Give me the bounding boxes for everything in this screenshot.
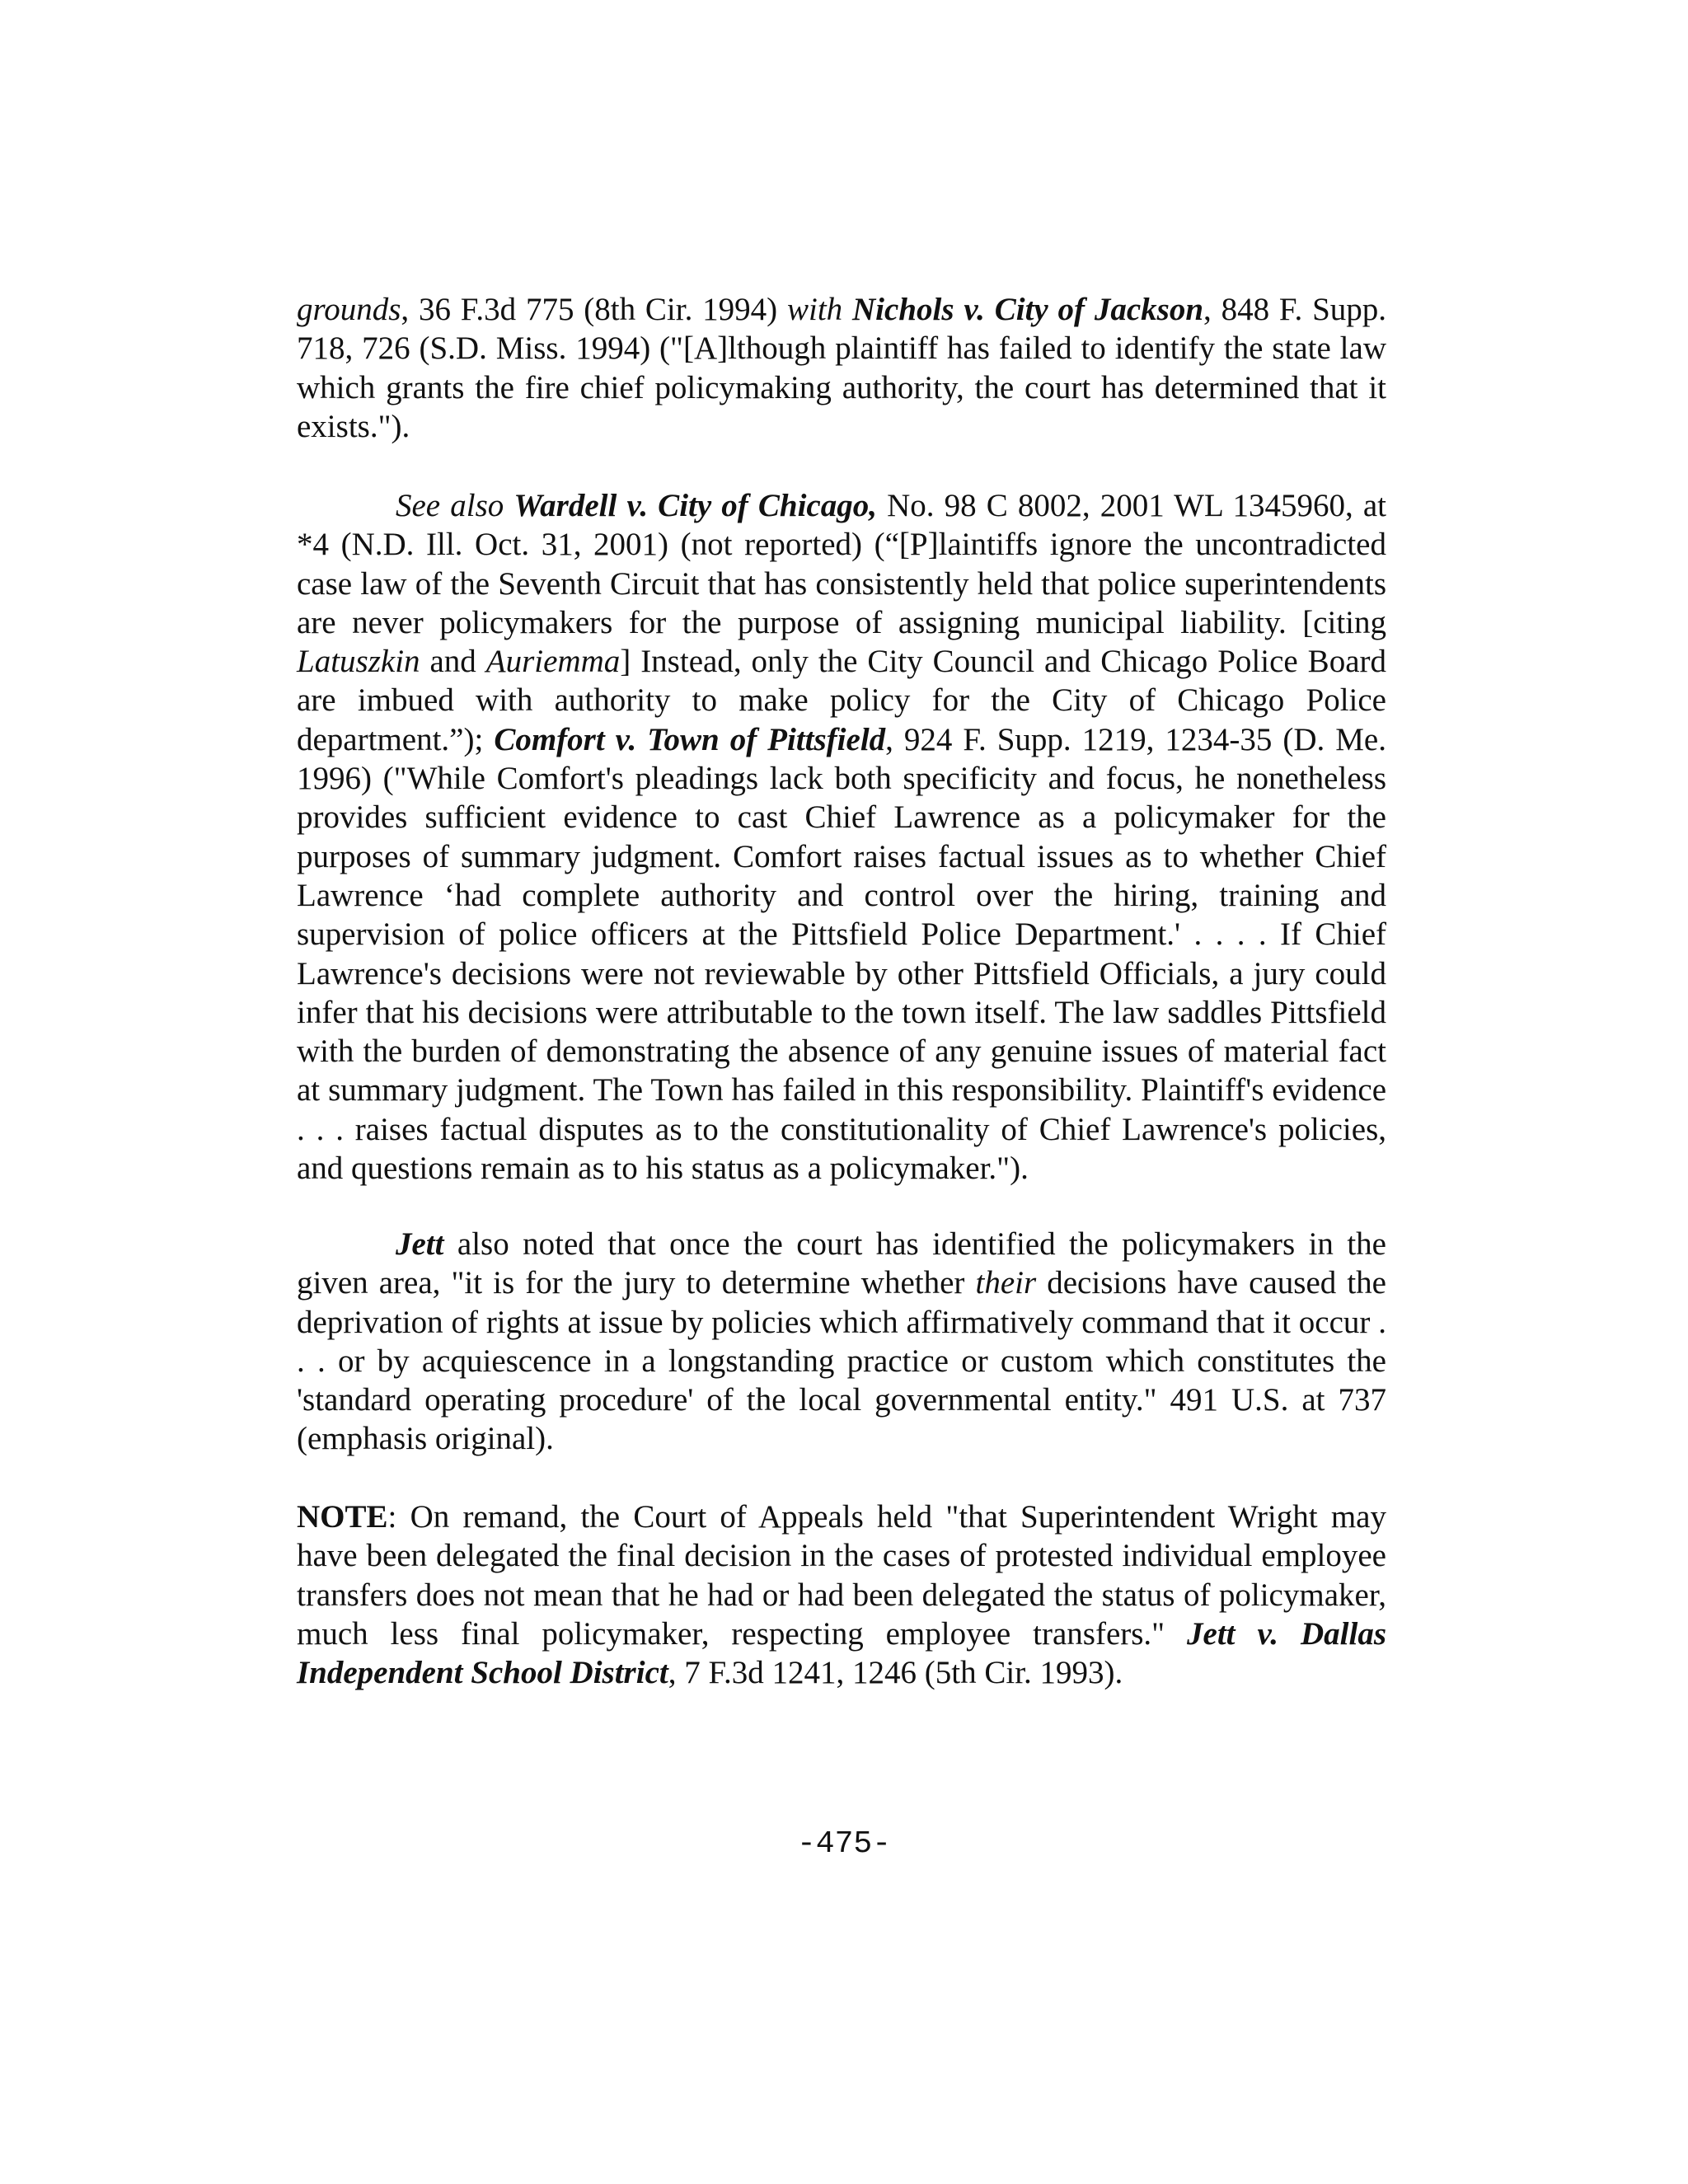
paragraph-jett [297, 1225, 1386, 1459]
paragraph-text [297, 1225, 1386, 1459]
paragraph-text [297, 290, 1386, 446]
paragraph-text [297, 1497, 1386, 1692]
body-text: decisions have caused the deprivation of rights at issue by policies which affirmatively command that it occur . . . or by acquiescence in a longstanding practice or custom which constitutes the 'standard operating procedure' of the local governmental entity." 491 U.S. at 737 (emphasis original). [297, 1265, 1386, 1457]
citation-text: , 7 F.3d 1241, 1246 (5th Cir. 1993). [668, 1655, 1123, 1691]
paragraph-see-also [297, 486, 1386, 1188]
spacer-text [842, 292, 852, 327]
citation-text: and [420, 644, 486, 680]
citation-text: , 848 F. Supp. 718, 726 (S.D. Miss. 1994) ("[A]lthough plaintiff has failed to identify the state law which grants the fire chief policymaking authority, the court has determined that it exists."). [297, 292, 1387, 444]
citation-text: No. 98 C 8002, 2001 WL 1345960, at *4 (N.D. Ill. Oct. 31, 2001) (not reported) (“[P]laintiffs ignore the uncontradicted case law of the Seventh Circuit that has consistently held that police superintendents are never policymakers for the purpose of assigning municipal liability. [citing [297, 488, 1387, 640]
case-name: Comfort v. Town of Pittsfield [494, 721, 886, 757]
case-name: Wardell v. City of Chicago, [513, 488, 877, 523]
italic-text: Auriemma [485, 644, 621, 680]
case-name: Jett [396, 1226, 444, 1262]
page-number: -475- [796, 1826, 892, 1862]
spacer-text [504, 488, 513, 523]
citation-text: ] Instead, only the City Council and Chicago Police Board are imbued with authority to make policy for the City of Chicago Police department.”); [297, 644, 1386, 757]
italic-text: their [975, 1265, 1037, 1301]
paragraph-text [297, 486, 1386, 1188]
case-name: Jett v. Dallas Independent School District [297, 1615, 1386, 1691]
paragraph-continuation [297, 290, 1386, 446]
paragraph-note [297, 1497, 1386, 1692]
italic-text: with [786, 292, 843, 327]
citation-text: , 36 F.3d 775 (8th Cir. 1994) [401, 292, 787, 327]
case-name: Nichols v. City of Jackson [851, 292, 1204, 327]
italic-text: grounds [297, 292, 401, 327]
body-text: also noted that once the court has identified the policymakers in the given area, "it is for the jury to determine whether [297, 1226, 1386, 1301]
italic-text: Latuszkin [297, 644, 420, 680]
note-label: NOTE [297, 1499, 388, 1535]
body-text: : On remand, the Court of Appeals held "that Superintendent Wright may have been delegated the final decision in the cases of protested individual employee transfers does not mean that he had or had been delegated the status of policymaker, much less final policymaker, respecting employee transfers." [297, 1499, 1386, 1652]
italic-text: See also [396, 488, 504, 523]
citation-text: , 924 F. Supp. 1219, 1234-35 (D. Me. 1996) ("While Comfort's pleadings lack both specificity and focus, he nonetheless provides sufficient evidence to cast Chief Lawrence as a policymaker for the purposes of summary judgment. Comfort raises factual issues as to whether Chief Lawrence ‘had complete authority and control over the hiring, training and supervision of police officers at the Pittsfield Police Department.' . . . . If Chief Lawrence's decisions were not reviewable by other Pittsfield Officials, a jury could infer that his decisions were attributable to the town itself. The law saddles Pittsfield with the burden of demonstrating the absence of any genuine issues of material fact at summary judgment. The Town has failed in this responsibility. Plaintiff's evidence . . . raises factual disputes as to the constitutionality of Chief Lawrence's policies, and questions remain as to his status as a policymaker."). [297, 721, 1386, 1187]
